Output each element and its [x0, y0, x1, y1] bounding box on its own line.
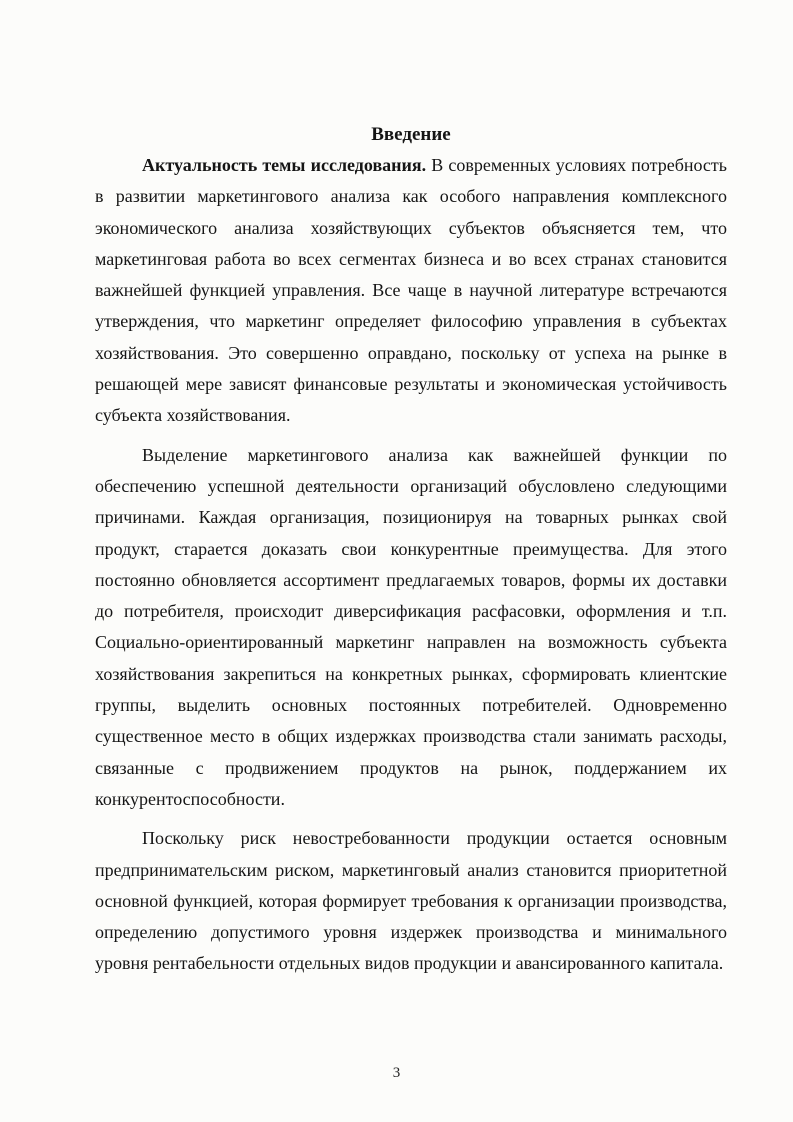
page-number: 3 — [392, 1065, 401, 1081]
paragraph-text: Выделение маркетингового анализа как важнейшей функции по обеспечению успешной деятельности организаций обусловлено следующими причинами. Каждая организация, позиционируя на товарных рынках свой продукт, старается доказать свои конкурентные преимущества. Для этого постоянно обновляется ассортимент предлагаемых товаров, формы их доставки до потребителя, происходит диверсификация расфасовки, оформления и т.п. Социально-ориентированный маркетинг направлен на возможность субъекта хозяйствования закрепиться на конкретных рынках, сформировать клиентские группы, выделить основных постоянных потребителей. Одновременно существенное место в общих издержках производства стали занимать расходы, связанные с продвижением продуктов на рынок, поддержанием их конкурентоспособности. — [95, 444, 727, 809]
paragraph-risk — [95, 823, 727, 979]
document-body — [95, 120, 727, 988]
paragraph-text: В современных условиях потребность в развитии маркетингового анализа как особого направления комплексного экономического анализа хозяйствующих субъектов объясняется тем, что маркетинговая работа во всех сегментах бизнеса и во всех странах становится важнейшей функцией управления. Все чаще в научной литературе встречаются утверждения, что маркетинг определяет философию управления в субъектах хозяйствования. Это совершенно оправдано, поскольку от успеха на рынке в решающей мере зависят финансовые результаты и экономическая устойчивость субъекта хозяйствования. — [95, 155, 727, 426]
paragraph-reasons — [95, 440, 727, 816]
paragraph-relevance — [95, 150, 727, 432]
page-title: Введение — [371, 124, 451, 145]
paragraph-text: Поскольку риск невостребованности продукции остается основным предпринимательским риском, маркетинговый анализ становится приоритетной основной функцией, которая формирует требования к организации производства, определению допустимого уровня издержек производства и минимального уровня рентабельности отдельных видов продукции и авансированного капитала. — [95, 828, 727, 974]
paragraph-lead: Актуальность темы исследования. — [142, 155, 427, 175]
